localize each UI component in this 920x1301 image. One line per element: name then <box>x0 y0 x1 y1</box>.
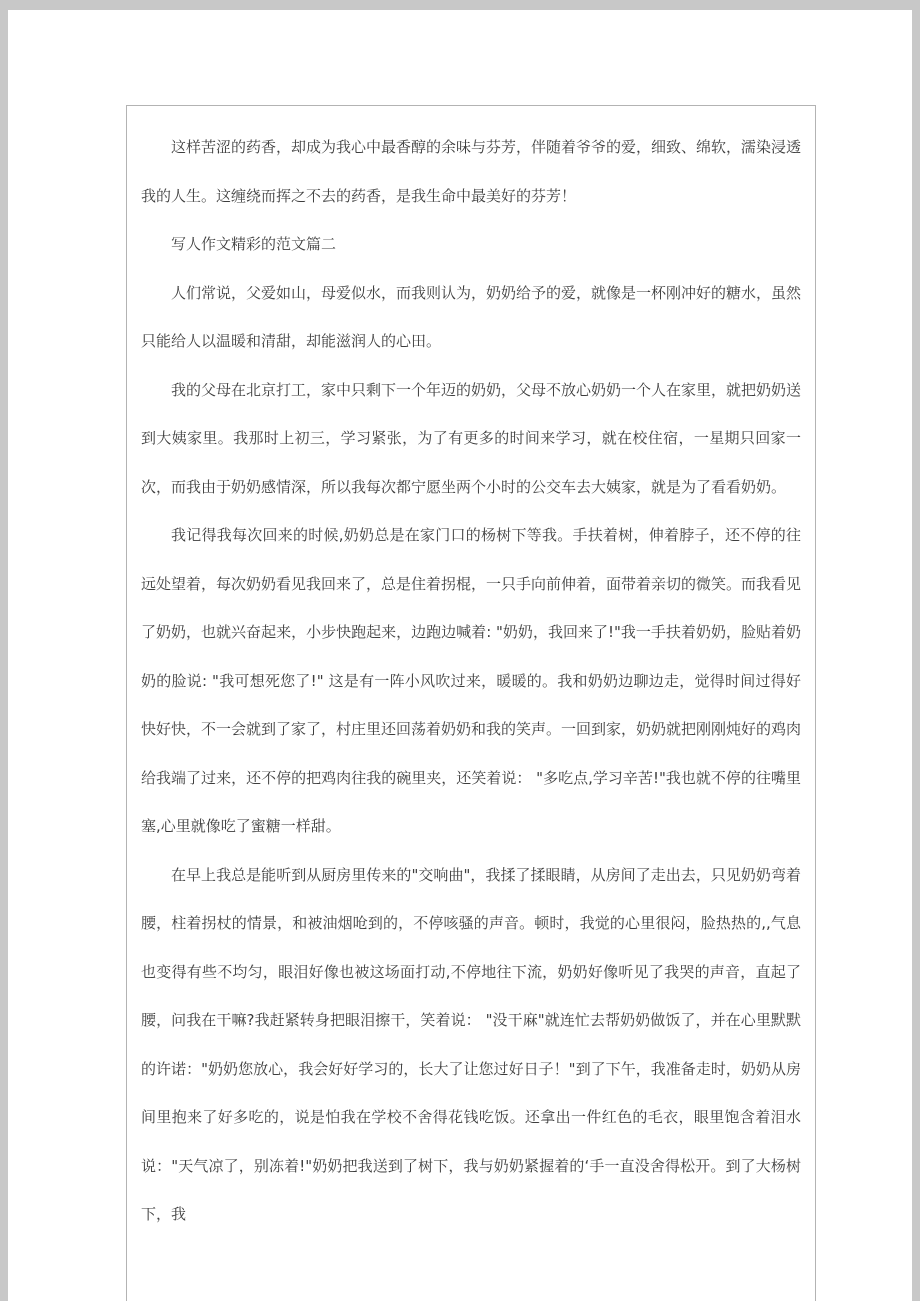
paragraph-morning-kitchen: 在早上我总是能听到从厨房里传来的"交响曲"，我揉了揉眼睛，从房间了走出去，只见奶奶弯着腰，柱着拐杖的情景，和被油烟呛到的，不停咳骚的声音。顿时，我觉的心里很闷，脸热热的,,气息也变得有些不均匀，眼泪好像也被这场面打动,不停地往下流，奶奶好像听见了我哭的声音，直起了腰，问我在干嘛?我赶紧转身把眼泪擦干，笑着说： "没干麻"就连忙去帮奶奶做饭了，并在心里默默的许诺："奶奶您放心，我会好好学习的，长大了让您过好日子！"到了下午，我准备走时，奶奶从房间里抱来了好多吃的，说是怕我在学校不舍得花钱吃饭。还拿出一件红色的毛衣，眼里饱含着泪水说："天气凉了，别冻着!"奶奶把我送到了树下，我与奶奶紧握着的‘手一直没舍得松开。到了大杨树下，我 <box>141 865 801 1223</box>
paragraph-grandma-love-intro: 人们常说，父爱如山，母爱似水，而我则认为，奶奶给予的爱，就像是一杯刚冲好的糖水，虽然只能给人以温暖和清甜，却能滋润人的心田。 <box>141 283 802 350</box>
paragraph-parents-beijing: 我的父母在北京打工，家中只剩下一个年迈的奶奶，父母不放心奶奶一个人在家里，就把奶奶送到大姨家里。我那时上初三，学习紧张，为了有更多的时间来学习，就在校住宿，一星期只回家一次，而我由于奶奶感情深，所以我每次都宁愿坐两个小时的公交车去大姨家，就是为了看看奶奶。 <box>141 380 802 496</box>
text-frame <box>126 105 816 1301</box>
section-title-essay-two: 写人作文精彩的范文篇二 <box>171 235 337 253</box>
paragraph-homecoming: 我记得我每次回来的时候,奶奶总是在家门口的杨树下等我。手扶着树，伸着脖子，还不停的往远处望着，每次奶奶看见我回来了，总是住着拐棍，一只手向前伸着，面带着亲切的微笑。而我看见了奶奶，也就兴奋起来，小步快跑起来，边跑边喊着: "奶奶，我回来了!"我一手扶着奶奶，脸贴着奶奶的脸说: "我可想死您了!" 这是有一阵小风吹过来，暖暖的。我和奶奶边聊边走，觉得时间过得好快好快，不一会就到了家了，村庄里还回荡着奶奶和我的笑声。一回到家，奶奶就把刚刚炖好的鸡肉给我端了过来，还不停的把鸡肉往我的碗里夹，还笑着说： "多吃点,学习辛苦!"我也就不停的往嘴里塞,心里就像吃了蜜糖一样甜。 <box>141 526 802 835</box>
document-page <box>8 10 912 1301</box>
paragraph-drug-fragrance: 这样苦涩的药香，却成为我心中最香醇的余味与芬芳，伴随着爷爷的爱，细致、绵软，濡染浸透我的人生。这缠绕而挥之不去的药香，是我生命中最美好的芬芳！ <box>141 138 802 205</box>
